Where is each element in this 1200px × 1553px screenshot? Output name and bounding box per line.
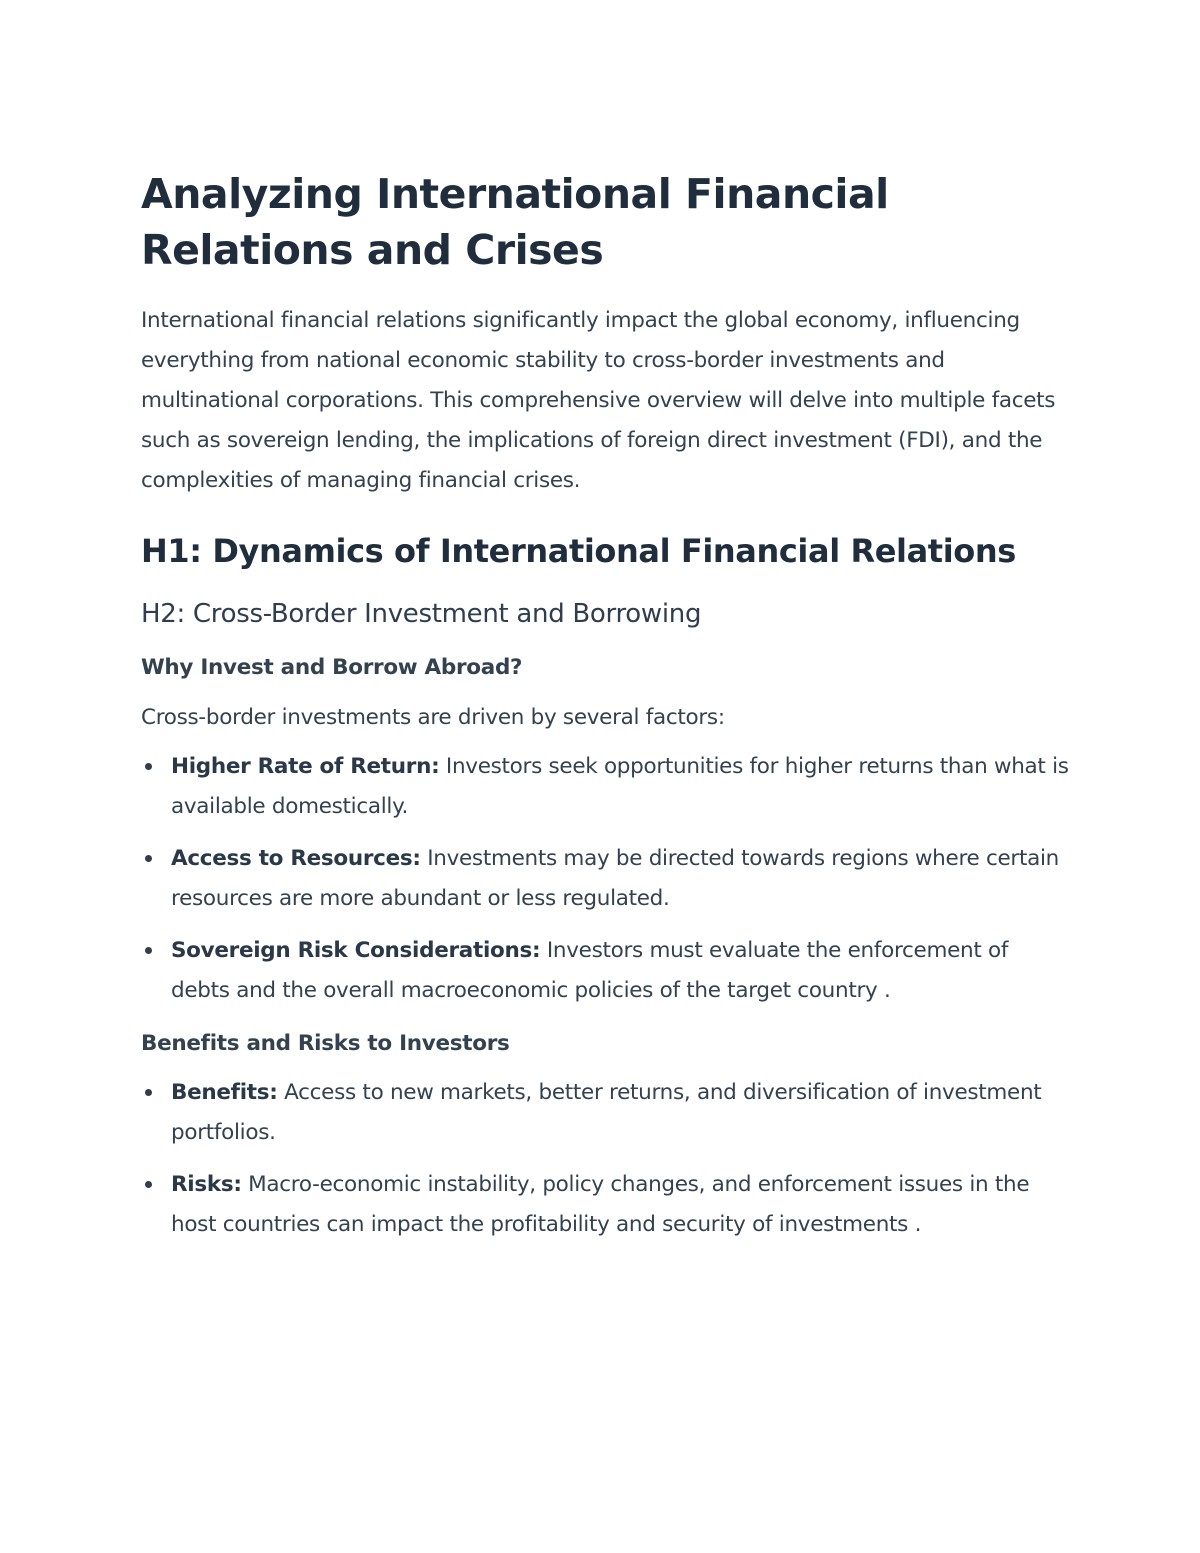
list-item-label: Higher Rate of Return: <box>171 754 440 779</box>
list-item-text: Investments may be directed towards regions where certain resources are more abundant or less regulated. <box>171 846 1059 911</box>
list-item-label: Risks: <box>171 1172 242 1197</box>
why-intro-paragraph: Cross-border investments are driven by several factors: <box>141 705 725 730</box>
bullet-icon <box>145 1181 152 1188</box>
bullet-icon <box>145 947 152 954</box>
intro-paragraph: International financial relations significantly impact the global economy, influencing everything from national economic stability to cross-border investments and multinational corporations. This comprehensive overview will delve into multiple facets such as sovereign lending, the implications of foreign direct investment (FDI), and the complexities of managing financial crises. <box>141 308 1056 493</box>
list-item <box>141 1073 1071 1153</box>
list-item-text: Investors must evaluate the enforcement of debts and the overall macroeconomic policies of the target country . <box>171 938 1009 1003</box>
subsection-heading-why: Why Invest and Borrow Abroad? <box>141 655 523 680</box>
list-item <box>141 931 1071 1011</box>
factors-list <box>141 747 1071 1011</box>
benefits-risks-list <box>141 1073 1071 1245</box>
subsection-heading-benefits: Benefits and Risks to Investors <box>141 1031 510 1056</box>
document-page <box>141 166 1071 1257</box>
bullet-icon <box>145 1089 152 1096</box>
section-heading-h2: H2: Cross-Border Investment and Borrowing <box>141 599 702 629</box>
list-item-text: Access to new markets, better returns, and diversification of investment portfolios. <box>171 1080 1042 1145</box>
bullet-icon <box>145 855 152 862</box>
list-item-label: Access to Resources: <box>171 846 421 871</box>
list-item-text: Macro-economic instability, policy changes, and enforcement issues in the host countries can impact the profitability and security of investments . <box>171 1172 1030 1237</box>
list-item <box>141 839 1071 919</box>
section-heading-h1: H1: Dynamics of International Financial Relations <box>141 532 1016 570</box>
list-item-text: Investors seek opportunities for higher returns than what is available domestically. <box>171 754 1069 819</box>
list-item-label: Sovereign Risk Considerations: <box>171 938 541 963</box>
list-item <box>141 747 1071 827</box>
document-title: Analyzing International Financial Relations and Crises <box>141 170 889 274</box>
bullet-icon <box>145 763 152 770</box>
list-item-label: Benefits: <box>171 1080 278 1105</box>
list-item <box>141 1165 1071 1245</box>
